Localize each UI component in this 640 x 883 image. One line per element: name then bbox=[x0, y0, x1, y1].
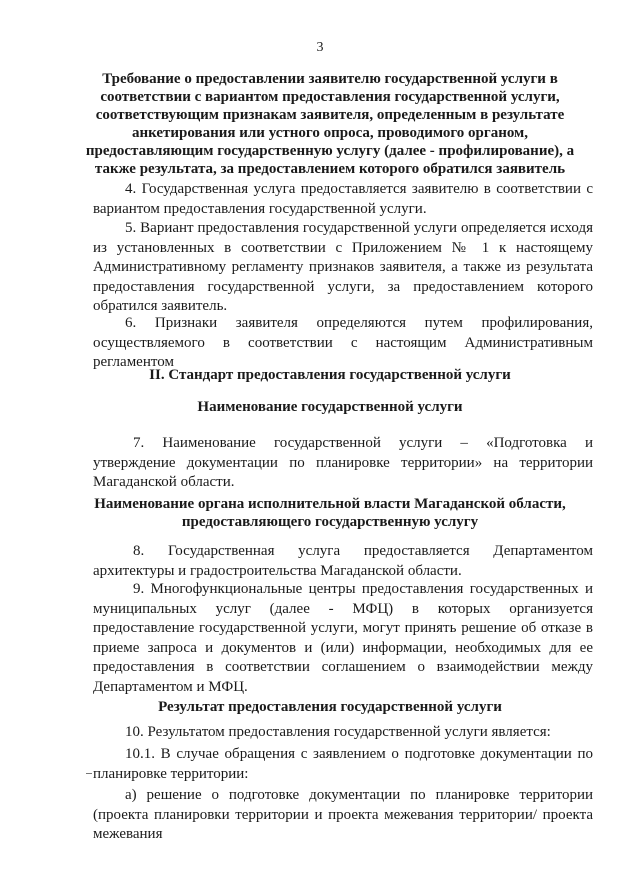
paragraph-6: 6. Признаки заявителя определяются путем профилирования, осуществляемого в соответствии с настоящим Административным регламентом bbox=[93, 315, 593, 370]
paragraph-10-1-a: а) решение о подготовке документации по планировке территории (проекта планировки территории и проекта межевания территории/ проекта межевания bbox=[93, 787, 593, 842]
paragraph-5: 5. Вариант предоставления государственной услуги определяется исходя из установленных в соответствии с Приложением № 1 к настоящему Административному регламенту признаков заявителя, а также из результата предоставления государственной услуги, за предоставлением которого обратился заявитель. bbox=[93, 220, 593, 314]
requirement-heading: Требование о предоставлении заявителю государственной услуги в соответствии с вариантом предоставления государственной услуги, соответствующим признакам заявителя, определенным в результате анкетирования или устного опроса, проводимого органом, предоставляющим государственную услугу (далее - профилирование), а также результата, за предоставлением которого обратился заявитель bbox=[85, 71, 575, 177]
paragraph-7: 7. Наименование государственной услуги – «Подготовка и утверждение документации по планировке территории» на территории Магаданской области. bbox=[93, 435, 593, 490]
scan-mark bbox=[86, 773, 92, 774]
section-2-heading: II. Стандарт предоставления государственной услуги bbox=[149, 367, 511, 383]
result-heading: Результат предоставления государственной услуги bbox=[158, 699, 502, 715]
paragraph-10-1: 10.1. В случае обращения с заявлением о подготовке документации по планировке территории: bbox=[93, 746, 593, 782]
organ-heading: Наименование органа исполнительной власти Магаданской области, предоставляющего государственную услугу bbox=[94, 496, 566, 530]
service-name-heading: Наименование государственной услуги bbox=[197, 399, 463, 415]
paragraph-9: 9. Многофункциональные центры предоставления государственных и муниципальных услуг (далее - МФЦ) в которых организуется предоставление государственной услуги, могут принять решение об отказе в приеме запроса и документов и (или) информации, необходимых для ее предоставления в соответствии соглашением о взаимодействии между Департаментом и МФЦ. bbox=[93, 581, 593, 695]
paragraph-8: 8. Государственная услуга предоставляется Департаментом архитектуры и градостроительства Магаданской области. bbox=[93, 543, 593, 579]
paragraph-10: 10. Результатом предоставления государственной услуги является: bbox=[125, 724, 551, 740]
paragraph-4: 4. Государственная услуга предоставляется заявителю в соответствии с вариантом предоставления государственной услуги. bbox=[93, 181, 593, 217]
page-number: 3 bbox=[316, 40, 324, 55]
